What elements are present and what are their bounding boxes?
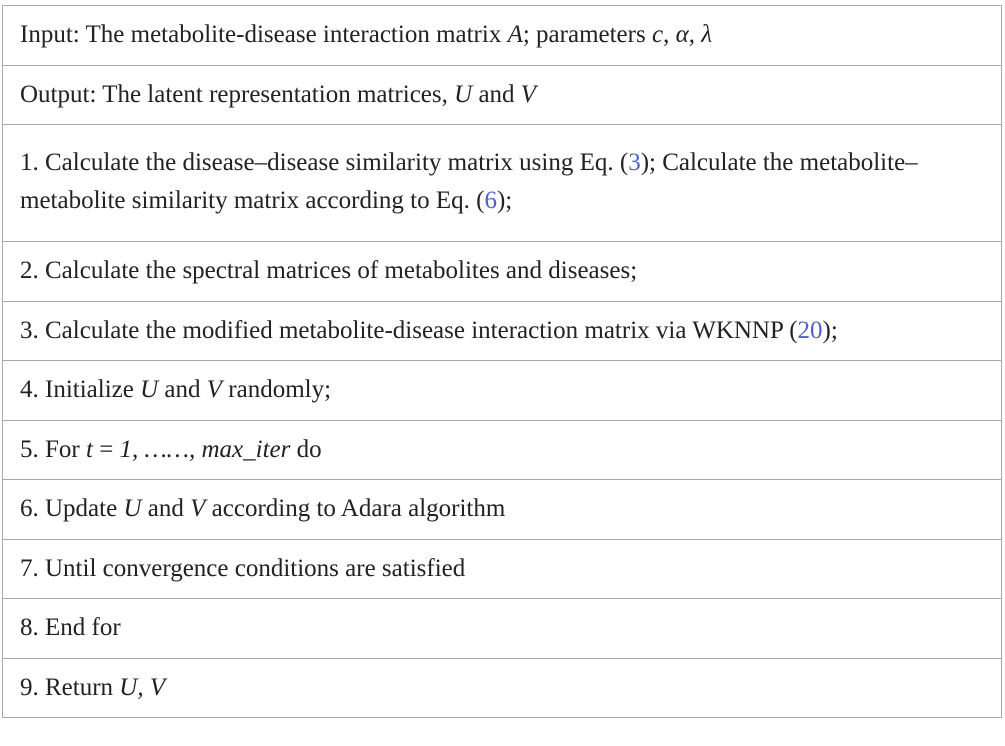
math-symbol: U (140, 376, 159, 404)
algorithm-step-row (3, 301, 1002, 361)
algorithm-table-body (3, 6, 1002, 718)
algorithm-step-row (3, 599, 1002, 659)
algorithm-step-row (3, 420, 1002, 480)
step-text: and (141, 495, 191, 523)
step-text: randomly; (222, 376, 332, 404)
step-text: ); (496, 187, 513, 214)
algorithm-step-cell (3, 242, 1002, 302)
math-symbol: U, V (119, 673, 166, 701)
step-text: ); (822, 316, 838, 344)
step-text: 3. Calculate the modified metabolite-disease interaction matrix via WKNNP ( (20, 316, 798, 344)
math-symbol: V (520, 80, 537, 108)
step-text: = (92, 435, 120, 463)
reference-link[interactable]: 6 (484, 187, 497, 214)
math-symbol: U (454, 80, 473, 108)
step-text: 8. End for (20, 614, 121, 642)
step-text: and (158, 376, 207, 404)
step-text: 1. Calculate the disease–disease similarity matrix using Eq. ( (20, 149, 629, 176)
step-text: and (472, 80, 521, 108)
step-text: 6. Update (20, 495, 124, 523)
math-symbol: 1, ……, max_iter (119, 435, 291, 463)
math-symbol: c (651, 21, 664, 49)
math-symbol: t (85, 435, 93, 463)
math-symbol: V (206, 376, 223, 404)
algorithm-step-cell (3, 65, 1002, 125)
algorithm-step-row (3, 6, 1002, 66)
step-text: Input: The metabolite-disease interaction matrix (20, 21, 508, 49)
algorithm-step-row (3, 361, 1002, 421)
step-text: , (688, 21, 702, 49)
algorithm-step-cell (3, 480, 1002, 540)
step-text: 2. Calculate the spectral matrices of metabolites and diseases; (20, 257, 638, 285)
step-text: , (663, 21, 676, 49)
math-symbol: λ (701, 21, 713, 49)
algorithm-step-cell (3, 361, 1002, 421)
step-text: Output: The latent representation matrices, (20, 80, 455, 108)
algorithm-step-row (3, 480, 1002, 540)
algorithm-step-row (3, 539, 1002, 599)
step-text: ; parameters (522, 21, 652, 49)
step-text: do (290, 435, 322, 463)
algorithm-step-cell (3, 420, 1002, 480)
step-text: according to Adara algorithm (205, 495, 506, 523)
step-text: 4. Initialize (20, 376, 141, 404)
step-text: 7. Until convergence conditions are satisfied (20, 554, 466, 582)
algorithm-step-row (3, 658, 1002, 718)
step-text: 9. Return (20, 673, 120, 701)
algorithm-table (2, 5, 1002, 718)
reference-link[interactable]: 20 (797, 316, 823, 344)
step-text: 5. For (20, 435, 86, 463)
math-symbol: V (190, 495, 206, 523)
math-symbol: A (507, 21, 523, 49)
math-symbol: U (123, 495, 142, 523)
algorithm-step-cell (3, 539, 1002, 599)
math-symbol: α (675, 21, 689, 49)
algorithm-step-cell (3, 301, 1002, 361)
algorithm-step-row (3, 242, 1002, 302)
algorithm-step-cell (3, 599, 1002, 659)
algorithm-step-cell (3, 6, 1002, 66)
algorithm-step-row (3, 65, 1002, 125)
reference-link[interactable]: 3 (628, 149, 641, 176)
algorithm-step-cell (3, 658, 1002, 718)
step-text: ); Calculate the metabolite–metabolite similarity matrix according to Eq. ( (20, 149, 918, 214)
algorithm-step-row (3, 125, 1002, 242)
algorithm-step-cell (3, 125, 1002, 242)
